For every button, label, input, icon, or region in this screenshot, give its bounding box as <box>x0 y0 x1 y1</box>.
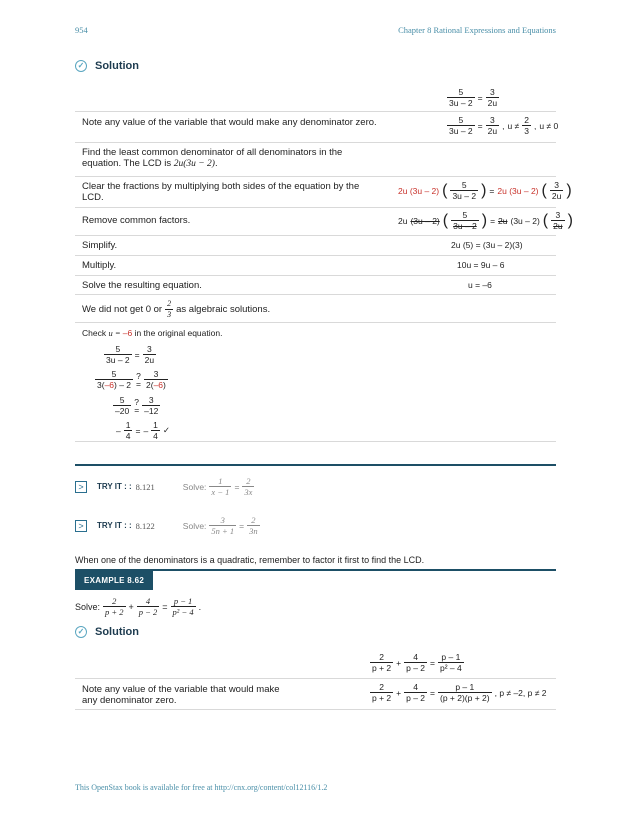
check-circle-icon: ✓ <box>75 60 87 72</box>
clear-fractions-equation: 2u (3u – 2) ( $\frac{5}{3u - 2}$ ) = 2u (3u – 2) ( $\frac{3}{2u}$ ) <box>398 180 572 201</box>
original-equation: $\frac{5}{3u - 2}$ = $\frac{3}{2u}$ <box>449 87 498 108</box>
chapter-title: Chapter 8 Rational Expressions and Equations <box>398 25 556 35</box>
step-text: Find the least common denominator of all denominators in the equation. The LCD is 2u(3u − 2). <box>82 147 343 169</box>
try-it-8122: > TRY IT : : 8.122 Solve: $\frac{3}{5n + 1}$ = $\frac{2}{3n}$ <box>75 515 260 536</box>
multiply-equation: 10u = 9u – 6 <box>457 260 505 270</box>
step-text: Solve the resulting equation. <box>82 280 202 291</box>
solution-heading: ✓ Solution <box>75 60 139 72</box>
step-text: Remove common factors. <box>82 215 191 226</box>
step-text: We did not get 0 or $\frac{2}{3}$ as algebraic solutions. <box>82 299 271 319</box>
quadratic-note: When one of the denominators is a quadratic, remember to factor it first to find the LCD. <box>75 555 425 565</box>
solve-equation: u = –6 <box>468 280 492 290</box>
step-text: Simplify. <box>82 240 118 251</box>
solution2-equation: $\frac{2}{p + 2}$ + $\frac{4}{p - 2}$ = $\frac{p - 1}{\text{p² – 4}}$ <box>372 652 462 673</box>
restriction-equation: $\frac{5}{3u - 2}$ = $\frac{3}{2u}$ , u ≠ $\frac{2}{3}$ , u ≠ 0 <box>449 115 559 136</box>
check-label: Check u = –6 in the original equation. <box>82 328 223 338</box>
check-line-3: $\frac{5}{-20}$ ? = $\frac{3}{-12}$ <box>115 395 159 416</box>
solution2-restriction: $\frac{2}{p + 2}$ + $\frac{4}{p - 2}$ = $\frac{p - 1}{(p + 2)(p + 2)}$ , p ≠ –2, p ≠ 2 <box>372 682 547 703</box>
remove-factors-equation: 2u (3u – 2) ( $\frac{5}{3u - 2}$ ) = 2u (3u – 2) ( $\frac{3}{2u}$ ) <box>398 210 573 231</box>
check-line-4: – $\frac{1}{4}$ = – $\frac{1}{4}$ ✓ <box>116 420 171 441</box>
try-it-8121: > TRY IT : : 8.121 Solve: $\frac{1}{x - 1}$ = $\frac{2}{3x}$ <box>75 476 254 497</box>
example-equation: Solve: $\frac{2}{p + 2}$ + $\frac{4}{p - 2}$ = $\frac{p - 1}{\text{p² − 4}}$ . <box>75 596 202 617</box>
simplify-equation: 2u (5) = (3u – 2)(3) <box>451 240 523 250</box>
chevron-right-icon[interactable]: > <box>75 481 87 493</box>
step-text: Clear the fractions by multiplying both sides of the equation by the LCD. <box>82 181 360 203</box>
check-line-2: $\frac{5}{3(-6) - 2}$ ? = $\frac{3}{2(-6)}$ <box>97 369 166 390</box>
example-badge: EXAMPLE 8.62 <box>75 571 153 590</box>
step-text: Multiply. <box>82 260 117 271</box>
solution-heading: ✓ Solution <box>75 626 139 638</box>
chevron-right-icon[interactable]: > <box>75 520 87 532</box>
page-number: 954 <box>75 25 88 35</box>
checkmark-icon: ✓ <box>162 425 171 435</box>
check-line-1: $\frac{5}{3u - 2}$ = $\frac{3}{2u}$ <box>106 344 155 365</box>
step-text: Note any value of the variable that would make any denominator zero. <box>82 684 280 706</box>
footer-text: This OpenStax book is available for free at http://cnx.org/content/col12116/1.2 <box>75 783 328 792</box>
step-text: Note any value of the variable that would make any denominator zero. <box>82 117 377 128</box>
check-circle-icon: ✓ <box>75 626 87 638</box>
